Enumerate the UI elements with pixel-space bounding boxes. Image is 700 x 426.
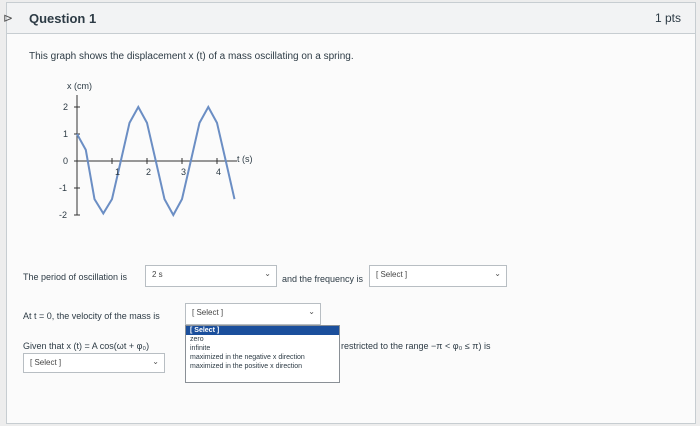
dropdown-option[interactable]: [ Select ]	[186, 326, 339, 335]
frequency-select-value: [ Select ]	[376, 270, 408, 279]
frequency-select[interactable]	[369, 265, 507, 287]
x-tick-label: 2	[146, 167, 152, 177]
phase-range-label: restricted to the range −π < φ₀ ≤ π) is	[341, 341, 491, 351]
phase-select-value: [ Select ]	[30, 358, 62, 367]
chevron-down-icon: ⌄	[264, 269, 271, 278]
x-tick-label: 4	[216, 167, 222, 177]
dropdown-option[interactable]: maximized in the positive x direction	[190, 363, 303, 370]
velocity-select-value: [ Select ]	[192, 308, 224, 317]
velocity-dropdown-menu	[185, 325, 340, 383]
play-icon: ⊳	[3, 11, 14, 25]
period-label: The period of oscillation is	[23, 272, 128, 282]
y-tick-label: 2	[63, 102, 69, 112]
chevron-down-icon: ⌄	[308, 307, 315, 316]
points-label: 1 pts	[654, 11, 681, 25]
question-intro: This graph shows the displacement x (t) of a mass oscillating on a spring.	[29, 51, 354, 62]
dropdown-option[interactable]: infinite	[190, 345, 211, 352]
x-tick-label: 1	[115, 167, 121, 177]
frequency-label: and the frequency is	[282, 274, 364, 284]
phase-select[interactable]	[23, 353, 165, 373]
x-tick-label: 3	[181, 167, 187, 177]
question-header	[3, 3, 695, 34]
phase-label: Given that x (t) = A cos(ωt + φ₀)	[23, 341, 150, 351]
question-title: Question 1	[29, 11, 97, 26]
velocity-select[interactable]	[185, 303, 321, 325]
dropdown-option[interactable]: maximized in the negative x direction	[190, 354, 305, 361]
dropdown-option[interactable]: zero	[190, 336, 204, 343]
period-select[interactable]	[145, 265, 277, 287]
question-card	[3, 2, 696, 424]
period-select-value: 2 s	[152, 270, 163, 279]
y-axis-label: x (cm)	[67, 81, 92, 91]
chevron-down-icon: ⌄	[494, 269, 501, 278]
x-axis-label: t (s)	[237, 154, 253, 164]
velocity-label: At t = 0, the velocity of the mass is	[23, 311, 160, 321]
y-tick-label: -2	[59, 210, 68, 220]
displacement-graph	[37, 77, 277, 227]
y-tick-label: 1	[63, 129, 69, 139]
y-tick-label: -1	[59, 183, 68, 193]
chevron-down-icon: ⌄	[152, 357, 159, 366]
y-tick-label: 0	[63, 156, 69, 166]
